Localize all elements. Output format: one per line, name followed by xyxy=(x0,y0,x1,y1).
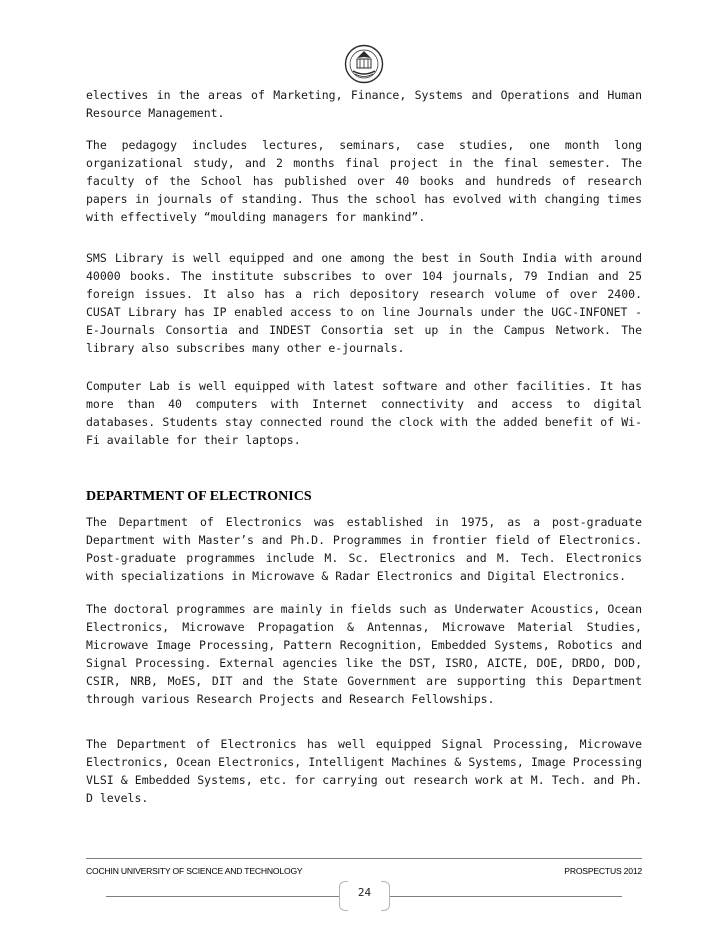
paragraph-dept-established: The Department of Electronics was established in 1975, as a post-graduate Department with Master’s and Ph.D. Programmes in frontier field of Electronics. Post-graduate programmes include M. Sc. Electronics and M. Tech. Electronics with specializations in Microwave & Radar Electronics and Digital Electronics. xyxy=(86,515,642,583)
page-number-bracket-left xyxy=(339,881,348,911)
footer-prospectus-label: PROSPECTUS 2012 xyxy=(564,866,642,876)
paragraph-electives: electives in the areas of Marketing, Finance, Systems and Operations and Human Resource Management. xyxy=(86,88,642,120)
paragraph-computer-lab: Computer Lab is well equipped with latest software and other facilities. It has more than 40 computers with Internet connectivity and access to digital databases. Students stay connected round the clock with the added benefit of Wi-Fi available for their laptops. xyxy=(86,379,642,447)
page-number-rule-left xyxy=(106,896,340,897)
page-number-rule-right xyxy=(390,896,622,897)
paragraph-dept-facilities: The Department of Electronics has well equipped Signal Processing, Microwave Electronics, Ocean Electronics, Intelligent Machines & Systems, Image Processing VLSI & Embedded Systems, etc. for carrying out research work at M. Tech. and Ph. D levels. xyxy=(86,737,642,805)
section-heading: DEPARTMENT OF ELECTRONICS xyxy=(86,489,312,504)
footer-university-name: COCHIN UNIVERSITY OF SCIENCE AND TECHNOLOGY xyxy=(86,866,303,876)
paragraph-pedagogy: The pedagogy includes lectures, seminars, case studies, one month long organizational study, and 2 months final project in the final semester. The faculty of the School has published over 40 books and hundreds of research papers in journals of standing. Thus the school has evolved with changing times with effectively “moulding managers for mankind”. xyxy=(86,138,642,224)
paragraph-sms-library: SMS Library is well equipped and one among the best in South India with around 40000 books. The institute subscribes to over 104 journals, 79 Indian and 25 foreign issues. It also has a rich depository research volume of over 2400. CUSAT Library has IP enabled access to on line Journals under the UGC-INFONET - E-Journals Consortia and INDEST Consortia set up in the Campus Network. The library also subscribes many other e-journals. xyxy=(86,251,642,355)
page-number: 24 xyxy=(357,886,372,899)
paragraph-doctoral-programmes: The doctoral programmes are mainly in fields such as Underwater Acoustics, Ocean Electronics, Microwave Propagation & Antennas, Microwave Material Studies, Microwave Image Processing, Pattern Recognition, Embedded Systems, Robotics and Signal Processing. External agencies like the DST, ISRO, AICTE, DOE, DRDO, DOD, CSIR, NRB, MoES, DIT and the State Government are supporting this Department through various Research Projects and Research Fellowships. xyxy=(86,602,642,706)
page-number-bracket-right xyxy=(381,881,390,911)
footer-divider xyxy=(86,858,642,859)
university-emblem-icon xyxy=(344,44,384,84)
